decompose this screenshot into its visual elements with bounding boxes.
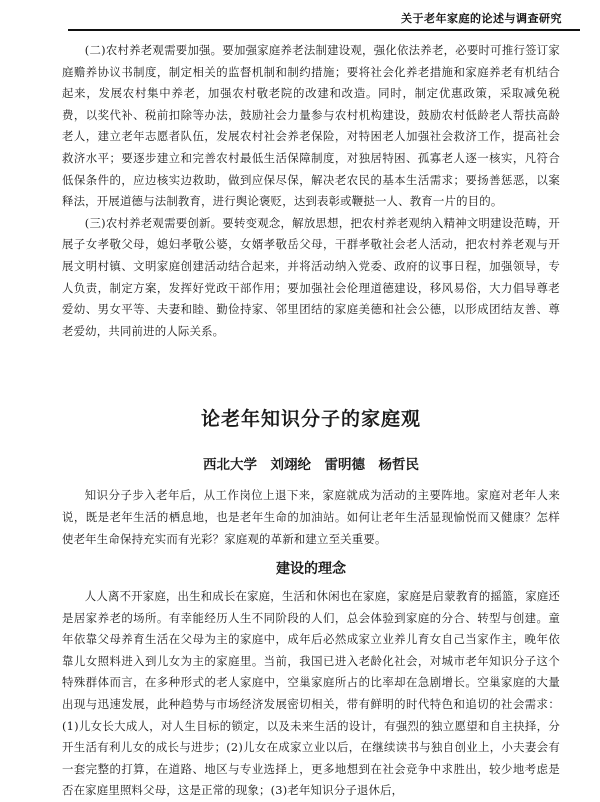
previous-article-paragraph-3: (三)农村养老观需要创新。要转变观念，解放思想，把农村养老观纳入精神文明建设范畴，开展子女孝敬父母，媳妇孝敬公婆，女婿孝敬岳父母，干群孝敬社会老人活动，把农村养老观与开展文明村镇、文明家庭创建活动结合起来，并将活动纳入党委、政府的议事日程，加强领导，专人负责，制定方案，发挥好党政干部作用；要加强社会伦理道德建设，移风易俗，大力倡导尊老爱幼、男女平等、夫妻和睦、勤俭持家、邻里团结的家庭美德和社会公德，以形成团结友善、尊老爱幼，共同前进的人际关系。 bbox=[62, 215, 560, 338]
running-head: 关于老年家庭的论述与调查研究 bbox=[401, 12, 562, 25]
page-content bbox=[62, 40, 560, 802]
article-authors: 西北大学 刘翊纶 雷明德 杨哲民 bbox=[203, 457, 419, 474]
header-rule bbox=[68, 29, 580, 31]
article-abstract: 知识分子步入老年后，从工作岗位上退下来，家庭就成为活动的主要阵地。家庭对老年人来说，既是老年生活的栖息地，也是老年生命的加油站。如何让老年生活显现愉悦而又健康？怎样使老年生命保持充实而有光彩？家庭观的革新和建立至关重要。 bbox=[62, 488, 560, 546]
article-title: 论老年知识分子的家庭观 bbox=[200, 408, 421, 431]
article-body-paragraph: 人人离不开家庭，出生和成长在家庭，生活和休闲也在家庭，家庭是启蒙教育的摇篮，家庭还是居家养老的场所。有幸能经历人生不同阶段的人们，总会体验到家庭的分合、转型与创建。童年依靠父母养育生活在父母为主的家庭中，成年后必然成家立业养儿育女自己当家作主，晚年依靠儿女照料进入到儿女为主的家庭里。当前，我国已进入老龄化社会，对城市老年知识分子这个特殊群体而言，在多种形式的老人家庭中，空巢家庭所占的比率却在急剧增长。空巢家庭的大量出现与迅速发展，此种趋势与市场经济发展密切相关，带有鲜明的时代特色和追切的社会需求：(1)儿女长大成人，对人生目标的锁定，以及未来生活的设计，有强烈的独立愿望和自主抉择，分开生活有利儿女的成长与进步；(2)儿女在成家立业以后，在继续读书与独自创业上，小夫妻会有一套完整的打算，在道路、地区与专业选择上，更多地想到在社会竞争中求胜出，较少地考虑是否在家庭里照料父母，这是正常的现象；(3)老年知识分子退休后， bbox=[62, 589, 561, 798]
section-heading: 建设的理念 bbox=[276, 561, 346, 578]
previous-article-paragraph-2: (二)农村养老观需要加强。要加强家庭养老法制建设观，强化依法养老，必要时可推行签订家庭赡养协议书制度，制定相关的监督机制和制约措施；要将社会化养老措施和家庭养老有机结合起来，发展农村集中养老，加强农村敬老院的改建和改造。同时，制定优惠政策，采取减免税费，以奖代补、税前扣除等办法，鼓励社会力量参与农村机构建设，鼓励农村低龄老人帮扶高龄老人，建立老年志愿者队伍，发展农村社会养老保险，对特困老人加强社会救济工作，提高社会救济水平；要逐步建立和完善农村最低生活保障制度，对独居特困、孤寡老人逐一核实，凡符合低保条件的，应边核实边救助，做到应保尽保，解决老农民的基本生活需求；要扬善惩恶，以案释法，开展道德与法制教育，进行舆论褒贬，达到表彰或鞭挞一人、教育一片的目的。 bbox=[62, 43, 560, 209]
